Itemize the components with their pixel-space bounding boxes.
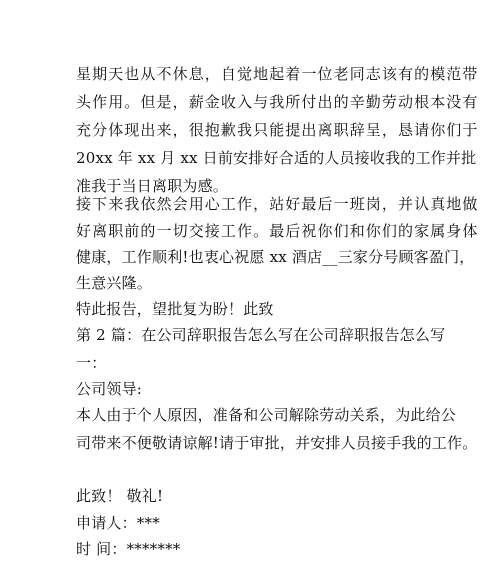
- date-line: 时 间：*******: [76, 540, 181, 558]
- body-text-line: 接下来我依然会用心工作，站好最后一班岗，并认真地做: [76, 195, 479, 213]
- applicant-line: 申请人：***: [76, 514, 160, 532]
- body-text-line: 生意兴隆。: [76, 274, 153, 292]
- body-text-line: 健康，工作顺利!也衷心祝愿 xx 酒店__三家分号顾客盈门，: [76, 248, 475, 266]
- body-text-line: 头作用。但是，薪金收入与我所付出的辛勤劳动根本没有: [76, 93, 479, 111]
- body-text-line: 司带来不便敬请谅解!请于审批，并安排人员接手我的工作。: [76, 434, 478, 452]
- body-text-line: 准我于当日离职为感。: [76, 177, 229, 195]
- body-text-line: 星期天也从不休息，自觉地起着一位老同志该有的模范带: [76, 65, 479, 83]
- closing-text-line: 特此报告，望批复为盼！此致: [76, 300, 274, 318]
- section-heading-continued: 一：: [76, 354, 107, 372]
- body-text-line: 好离职前的一切交接工作。最后祝你们和你们的家属身体: [76, 222, 479, 240]
- body-text-line: 本人由于个人原因，准备和公司解除劳动关系，为此给公: [76, 406, 457, 424]
- closing-salutation: 此致！ 敬礼!: [76, 487, 164, 505]
- body-text-line: 充分体现出来，很抱歉我只能提出离职辞呈，恳请你们于: [76, 121, 479, 139]
- body-text-line: 20xx 年 xx 月 xx 日前安排好合适的人员接收我的工作并批: [76, 149, 477, 167]
- salutation: 公司领导:: [76, 380, 143, 398]
- section-heading: 第 2 篇：在公司辞职报告怎么写在公司辞职报告怎么写: [76, 326, 446, 344]
